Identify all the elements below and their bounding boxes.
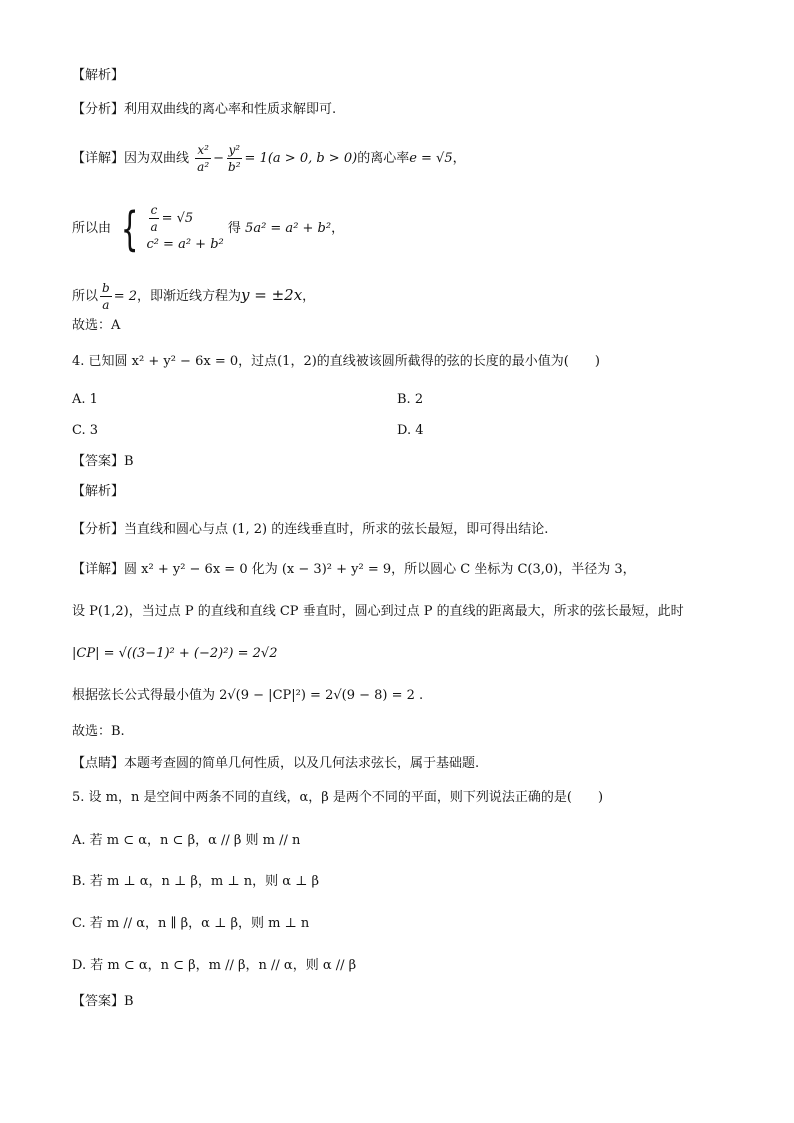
q4-fenxi bbox=[72, 520, 548, 540]
q3-frac-ba: $\frac{b}{a}$ bbox=[102, 281, 110, 312]
q4-xiangjie-label: 【详解】 bbox=[72, 562, 125, 577]
q3-line2-mid: 得 bbox=[227, 221, 241, 236]
q3-line2-end: ， bbox=[331, 221, 345, 236]
q3-frac-y2b2: $\frac{\text{y²}}{\text{b²}}$ bbox=[228, 143, 241, 174]
q4-xiangjie-line2: 设 P(1,2)，当过点 P 的直线和直线 CP 垂直时，圆心到过点 P 的直线的距离最大，所求的弦长最短，此时 bbox=[72, 604, 684, 619]
q4-daan-label: 【答案】 bbox=[72, 454, 125, 469]
q4-jiexi-label: 【解析】 bbox=[72, 484, 125, 499]
q3-asymptote: y = ±2x bbox=[241, 286, 303, 304]
q4-answer: 故选：B. bbox=[72, 724, 125, 739]
q4-option-b: B. 2 bbox=[397, 392, 424, 407]
q4-dianjing-label: 【点睛】 bbox=[72, 756, 125, 771]
q4-xiangjie-text: 圆 x² + y² − 6x = 0 化为 (x − 3)² + y² = 9，所以圆心 C 坐标为 C(3,0)，半径为 3， bbox=[124, 562, 636, 577]
q5-option-c: C. 若 m // α，n ∥ β，α ⊥ β，则 m ⊥ n bbox=[72, 916, 310, 931]
q3-ratio-eq: = 2 bbox=[113, 289, 137, 304]
q5-stem: 5. 设 m，n 是空间中两条不同的直线，α，β 是两个不同的平面，则下列说法正确的是( ) bbox=[72, 790, 604, 805]
q5-option-a: A. 若 m ⊂ α，n ⊂ β，α // β 则 m // n bbox=[72, 833, 301, 848]
q4-min-length: 根据弦长公式得最小值为 2√(9 − |CP|²) = 2√(9 − 8) = 2 . bbox=[72, 688, 424, 703]
q3-line2-result: 5a² = a² + b² bbox=[245, 221, 332, 236]
q3-line2-pre: 所以由 bbox=[72, 221, 112, 236]
q3-jiexi-label: 【解析】 bbox=[72, 68, 125, 83]
q3-fenxi bbox=[72, 100, 336, 120]
q3-answer: 故选：A bbox=[72, 318, 121, 333]
q4-option-a: A. 1 bbox=[72, 392, 98, 407]
q3-xiangjie-line3 bbox=[72, 280, 315, 313]
q5-option-b: B. 若 m ⊥ α，n ⊥ β，m ⊥ n，则 α ⊥ β bbox=[72, 874, 320, 889]
q4-dianjing-text: 本题考查圆的简单几何性质，以及几何法求弦长，属于基础题. bbox=[124, 756, 480, 771]
q4-xiangjie bbox=[72, 560, 636, 580]
q3-line1-end: ， bbox=[452, 151, 466, 166]
q5-option-d: D. 若 m ⊂ α，n ⊂ β，m // β，n // α，则 α // β bbox=[72, 958, 357, 973]
q3-xiangjie-line2 bbox=[72, 202, 344, 255]
q3-line3-mid: ，即渐近线方程为 bbox=[137, 289, 242, 304]
q3-line3-end: ， bbox=[302, 289, 316, 304]
q4-daan-value: B bbox=[124, 454, 134, 469]
q4-fenxi-text: 当直线和圆心与点 (1, 2) 的连线垂直时，所求的弦长最短，即可得出结论. bbox=[124, 522, 549, 537]
q4-option-c: C. 3 bbox=[72, 423, 99, 438]
q4-fenxi-label: 【分析】 bbox=[72, 522, 125, 537]
q3-xiangjie-label: 【详解】 bbox=[72, 151, 125, 166]
q3-line3-pre: 所以 bbox=[72, 289, 99, 304]
q3-fenxi-label: 【分析】 bbox=[72, 102, 125, 117]
q3-minus: − bbox=[213, 151, 225, 166]
q5-answer-row bbox=[72, 992, 134, 1012]
q3-line1-mid: 的离心率 bbox=[357, 151, 410, 166]
q4-stem: 4. 已知圆 x² + y² − 6x = 0，过点(1，2)的直线被该圆所截得的弦的长度的最小值为( ) bbox=[72, 354, 600, 369]
q3-eccentricity: e = √5 bbox=[409, 151, 453, 166]
q5-daan-label: 【答案】 bbox=[72, 994, 125, 1009]
q3-fenxi-text: 利用双曲线的离心率和性质求解即可. bbox=[124, 102, 337, 117]
q4-cp-length: |CP| = √((3−1)² + (−2)²) = 2√2 bbox=[72, 646, 278, 661]
q5-daan-value: B bbox=[124, 994, 134, 1009]
q4-answer-row bbox=[72, 452, 134, 472]
q4-dianjing bbox=[72, 754, 479, 774]
q3-xiangjie-line1 bbox=[72, 142, 466, 175]
q4-option-d: D. 4 bbox=[397, 423, 424, 438]
q3-equation-system: { $\frac{c}{a}$ = √5 c² = a² + b² bbox=[121, 201, 224, 256]
q3-line1-pre: 因为双曲线 bbox=[124, 151, 190, 166]
q3-hyperbola-cond: = 1(a > 0, b > 0) bbox=[244, 151, 358, 166]
q3-frac-x2a2: $\frac{\text{x²}}{\text{a²}}$ bbox=[197, 143, 210, 174]
